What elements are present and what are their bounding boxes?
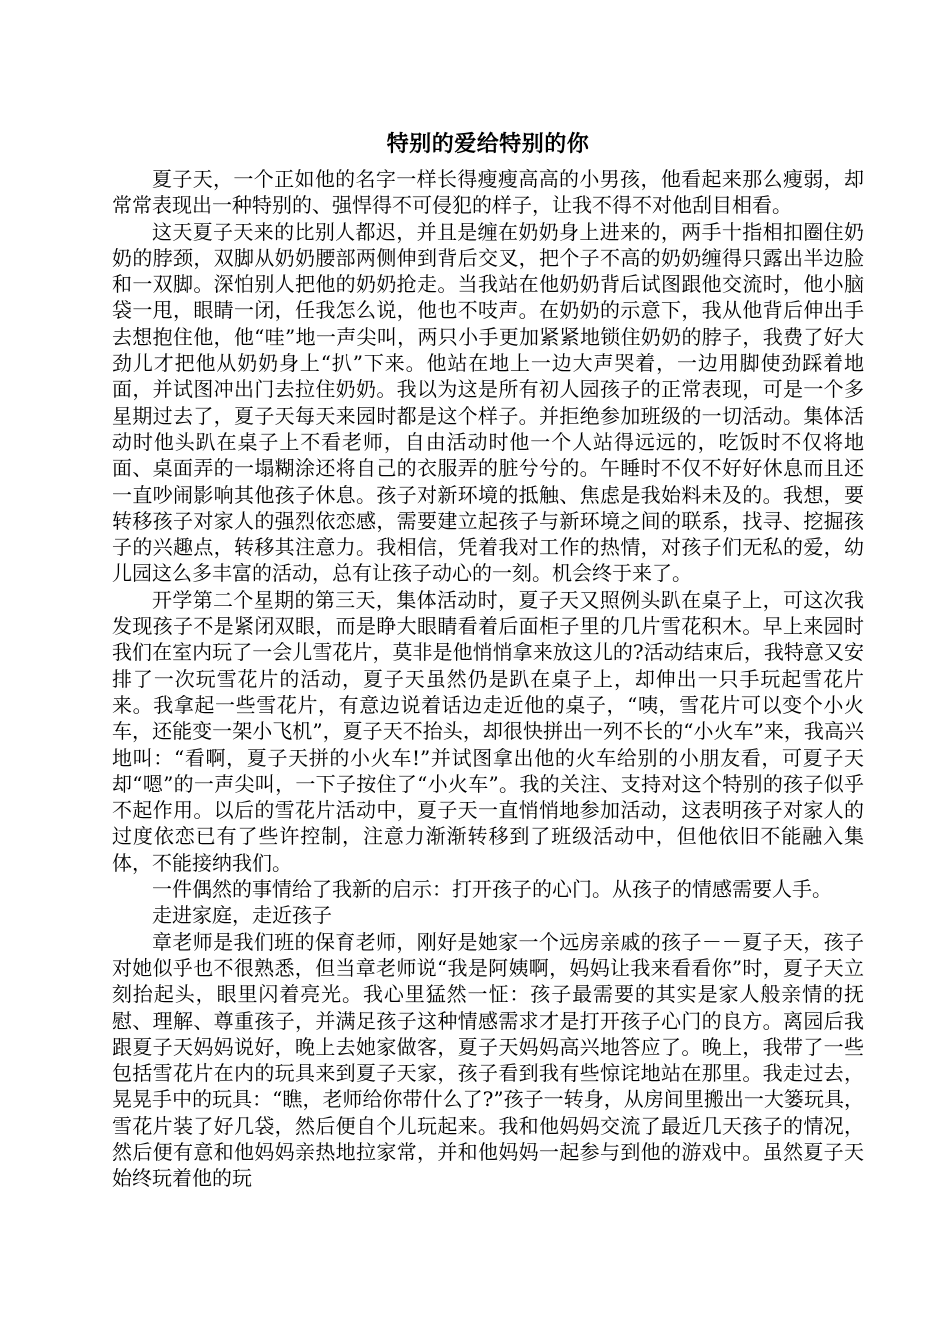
paragraph-1: 夏子天，一个正如他的名字一样长得瘦瘦高高的小男孩，他看起来那么瘦弱，却常常表现出一种特别的、强悍得不可侵犯的样子，让我不得不对他刮目相看。 <box>112 167 864 218</box>
paragraph-4: 一件偶然的事情给了我新的启示：打开孩子的心门。从孩子的情感需要人手。 <box>152 877 832 902</box>
section-heading: 走进家庭，走近孩子 <box>152 903 332 928</box>
paragraph-3: 开学第二个星期的第三天，集体活动时，夏子天又照例头趴在桌子上，可这次我发现孩子不是紧闭双眼，而是睁大眼睛看着后面柜子里的几片雪花积木。早上来园时我们在室内玩了一会儿雪花片，莫非是他悄悄拿来放这儿的?活动结束后，我特意又安排了一次玩雪花片的活动，夏子天虽然仍是趴在桌子上，却伸出一只手玩起雪花片来。我拿起一些雪花片，有意边说着话边走近他的桌子，“咦，雪花片可以变个小火车，还能变一架小飞机”，夏子天不抬头，却很快拼出一列不长的“小火车”来，我高兴地叫：“看啊，夏子天拼的小火车!”并试图拿出他的火车给别的小朋友看，可夏子天却“嗯”的一声尖叫，一下子按住了“小火车”。我的关注、支持对这个特别的孩子似乎不起作用。以后的雪花片活动中，夏子天一直悄悄地参加活动，这表明孩子对家人的过度依恋已有了些许控制，注意力渐渐转移到了班级活动中，但他依旧不能融入集体，不能接纳我们。 <box>112 587 864 875</box>
paragraph-2: 这天夏子天来的比别人都迟，并且是缠在奶奶身上进来的，两手十指相扣圈住奶奶的脖颈，双脚从奶奶腰部两侧伸到背后交叉，把个子不高的奶奶缠得只露出半边脸和一双脚。深怕别人把他的奶奶抢走。当我站在他奶奶背后试图跟他交流时，他小脑袋一甩，眼睛一闭，任我怎么说，他也不吱声。在奶奶的示意下，我从他背后伸出手去想抱住他，他“哇”地一声尖叫，两只小手更加紧紧地锁住奶奶的脖子，我费了好大劲儿才把他从奶奶身上“扒”下来。他站在地上一边大声哭着，一边用脚使劲踩着地面，并试图冲出门去拉住奶奶。我以为这是所有初人园孩子的正常表现，可是一个多星期过去了，夏子天每天来园时都是这个样子。并拒绝参加班级的一切活动。集体活动时他头趴在桌子上不看老师，自由活动时他一个人站得远远的，吃饭时不仅将地面、桌面弄的一塌糊涂还将自己的衣服弄的脏兮兮的。午睡时不仅不好好休息而且还一直吵闹影响其他孩子休息。孩子对新环境的抵触、焦虑是我始料未及的。我想，要转移孩子对家人的强烈依恋感，需要建立起孩子与新环境之间的联系，找寻、挖掘孩子的兴趣点，转移其注意力。我相信，凭着我对工作的热情，对孩子们无私的爱，幼儿园这么多丰富的活动，总有让孩子动心的一刻。机会终于来了。 <box>112 219 864 586</box>
paragraph-5: 章老师是我们班的保育老师，刚好是她家一个远房亲戚的孩子－－夏子天，孩子对她似乎也不很熟悉，但当章老师说“我是阿姨啊，妈妈让我来看看你”时，夏子天立刻抬起头，眼里闪着亮光。我心里猛然一怔：孩子最需要的其实是家人般亲情的抚慰、理解、尊重孩子，并满足孩子这种情感需求才是打开孩子心门的良方。离园后我跟夏子天妈妈说好，晚上去她家做客，夏子天妈妈高兴地答应了。晚上，我带了一些包括雪花片在内的玩具来到夏子天家，孩子看到我有些惊诧地站在那里。我走过去，晃晃手中的玩具：“瞧，老师给你带什么了?”孩子一转身，从房间里搬出一大篓玩具，雪花片装了好几袋，然后便自个儿玩起来。我和他妈妈交流了最近几天孩子的情况，然后便有意和他妈妈亲热地拉家常，并和他妈妈一起参与到他的游戏中。虽然夏子天始终玩着他的玩 <box>112 929 864 1191</box>
document-title: 特别的爱给特别的你 <box>386 131 590 157</box>
document-page <box>112 126 864 1192</box>
document-body <box>112 166 864 1192</box>
